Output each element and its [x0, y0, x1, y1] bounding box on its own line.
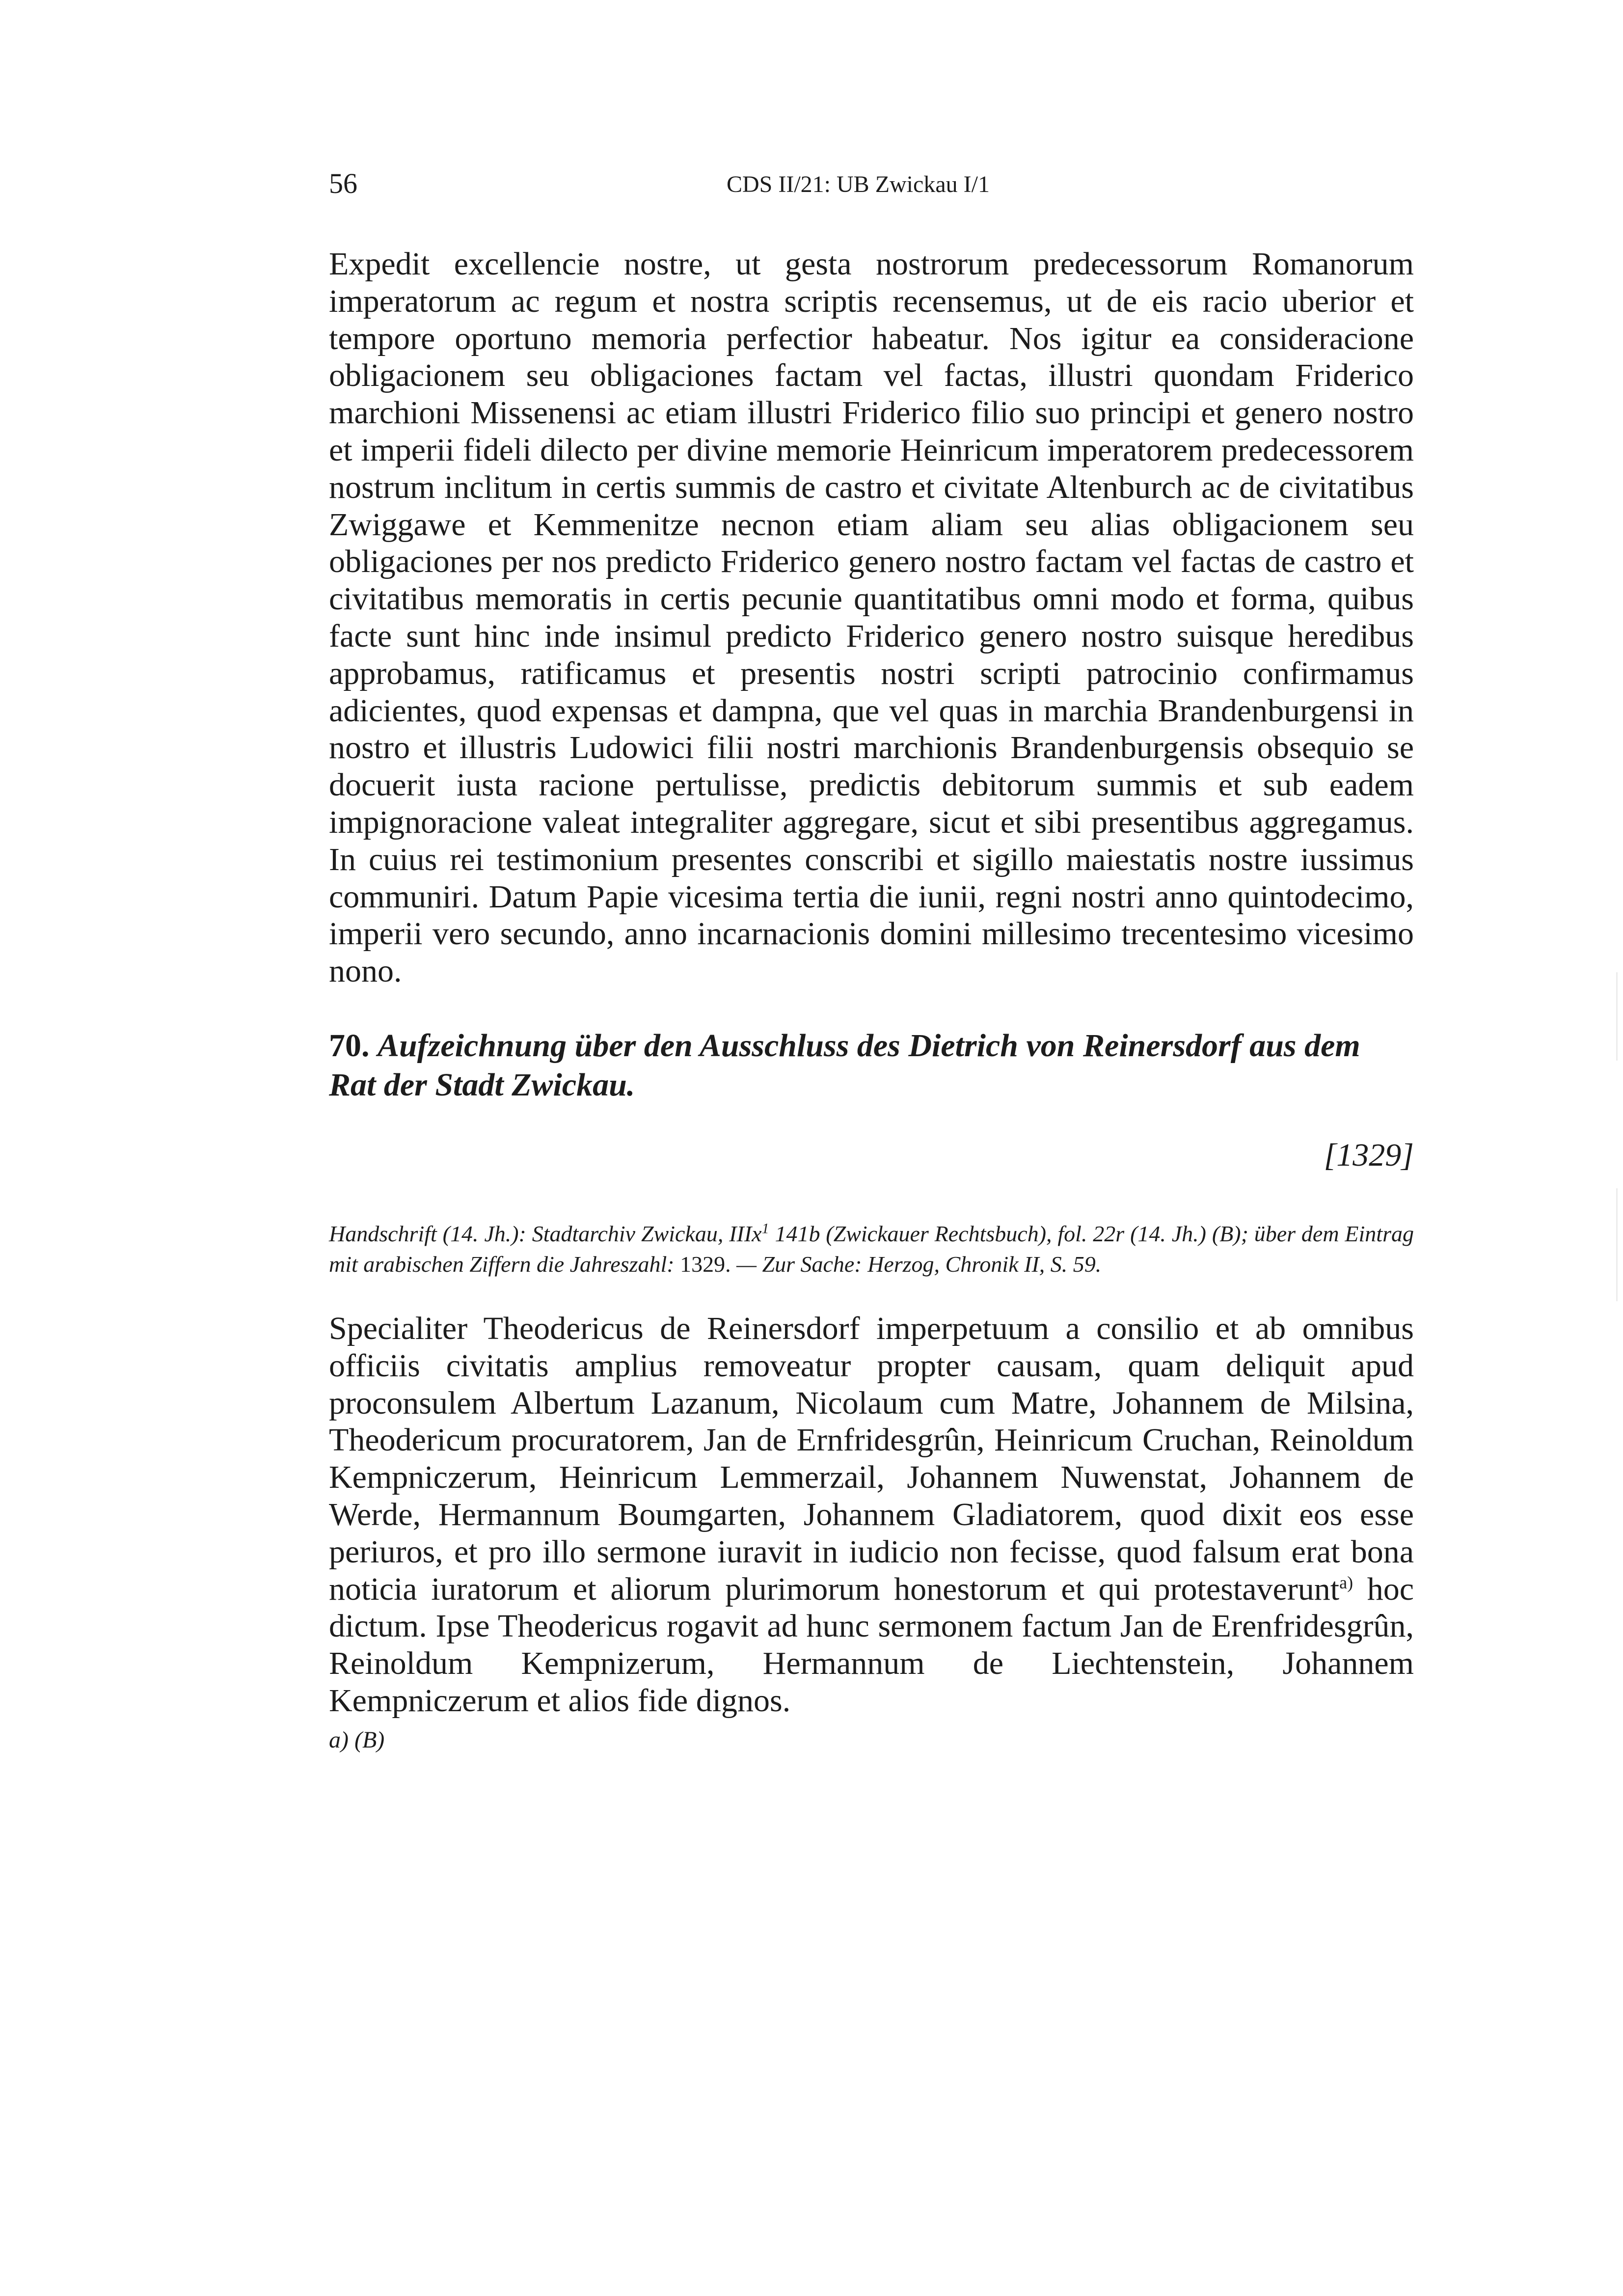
scan-edge-mark: [1616, 1188, 1618, 1301]
document-heading: [329, 1026, 1414, 1105]
document-number: 70.: [329, 1028, 370, 1064]
page-number: 56: [329, 167, 357, 199]
source-note: [329, 1219, 1414, 1280]
scan-edge-mark: [1616, 972, 1618, 1061]
source-note-superscript: 1: [761, 1220, 769, 1237]
source-note-part3: — Zur Sache: Herzog, Chronik II, S. 59.: [730, 1252, 1102, 1277]
document-text-main: Specialiter Theodericus de Reinersdorf imperpetuum a consilio et ab omnibus officiis civitatis amplius removeatur propter causam, quam deliquit apud proconsulem Albertum Lazanum, Nicolaum cum Matre, Johannem de Milsina, Theodericum procuratorem, Jan de Ernfridesgrûn, Heinricum Cruchan, Reinoldum Kempniczerum, Heinricum Lemmerzail, Johannem Nuwenstat, Johannem de Werde, Hermannum Boumgarten, Johannem Gladiatorem, quod dixit eos esse periuros, et pro illo sermone iuravit in iudicio non fecisse, quod falsum erat bona noticia iuratorum et aliorum plurimorum honestorum et qui protestaverunt: [329, 1311, 1414, 1607]
document-text: [329, 1310, 1414, 1720]
source-note-part1: Handschrift (14. Jh.): Stadtarchiv Zwickau, IIIx: [329, 1221, 762, 1246]
document-date: [1329]: [1324, 1137, 1414, 1173]
running-title: CDS II/21: UB Zwickau I/1: [727, 171, 990, 197]
source-note-part2: 141b (Zwickauer Rechtsbuch), fol. 22r (14. Jh.) (B); über dem Eintrag mit arabischen Ziffern die Jahreszahl:: [329, 1221, 1414, 1277]
document-text-end: hoc dictum. Ipse Theodericus rogavit ad hunc sermonem factum Jan de Erenfridesgrûn, Reinoldum Kempnizerum, Hermannum de Liechtenstein, Johannem Kempniczerum et alios fide dignos.: [329, 1571, 1414, 1719]
continuation-text: Expedit excellencie nostre, ut gesta nostrorum predecessorum Romanorum imperatorum ac regum et nostra scriptis recensemus, ut de eis racio uberior et tempore oportuno memoria perfectior habeatur. Nos igitur ea consideracione obligacionem seu obligaciones factam vel factas, illustri quondam Friderico marchioni Missenensi ac etiam illustri Friderico filio suo principi et genero nostro et imperii fideli dilecto per divine memorie Heinricum imperatorem predecessorem nostrum inclitum in certis summis de castro et civitate Altenburch ac de civitatibus Zwiggawe et Kemmenitze necnon etiam aliam seu alias obligacionem seu obligaciones per nos predicto Friderico genero nostro factam vel factas de castro et civitatibus memoratis in certis pecunie quantitatibus omni modo et forma, quibus facte sunt hinc inde insimul predicto Friderico genero nostro suisque heredibus approbamus, ratificamus et presentis nostri scripti patrocinio confirmamus adicientes, quod expensas et dampna, que vel quas in marchia Brandenburgensi in nostro et illustris Ludowici filii nostri marchionis Brandenburgensis obsequio se docuerit iusta racione pertulisse, predictis debitorum summis et sub eadem impignoracione valeat integraliter aggregare, sicut et sibi presentibus aggregamus. In cuius rei testimonium presentes conscribi et sigillo maiestatis nostre iussimus communiri. Datum Papie vicesima tertia die iunii, regni nostri anno quintodecimo, imperii vero secundo, anno incarnacionis domini millesimo trecentesimo vicesimo nono.: [329, 246, 1414, 989]
document-title: Aufzeichnung über den Ausschluss des Dietrich von Reinersdorf aus dem Rat der Stadt Zwickau.: [329, 1028, 1360, 1103]
source-note-year: 1329.: [680, 1252, 731, 1277]
footnote-marker: a): [1339, 1572, 1353, 1592]
footnote: a) (B): [329, 1727, 385, 1753]
